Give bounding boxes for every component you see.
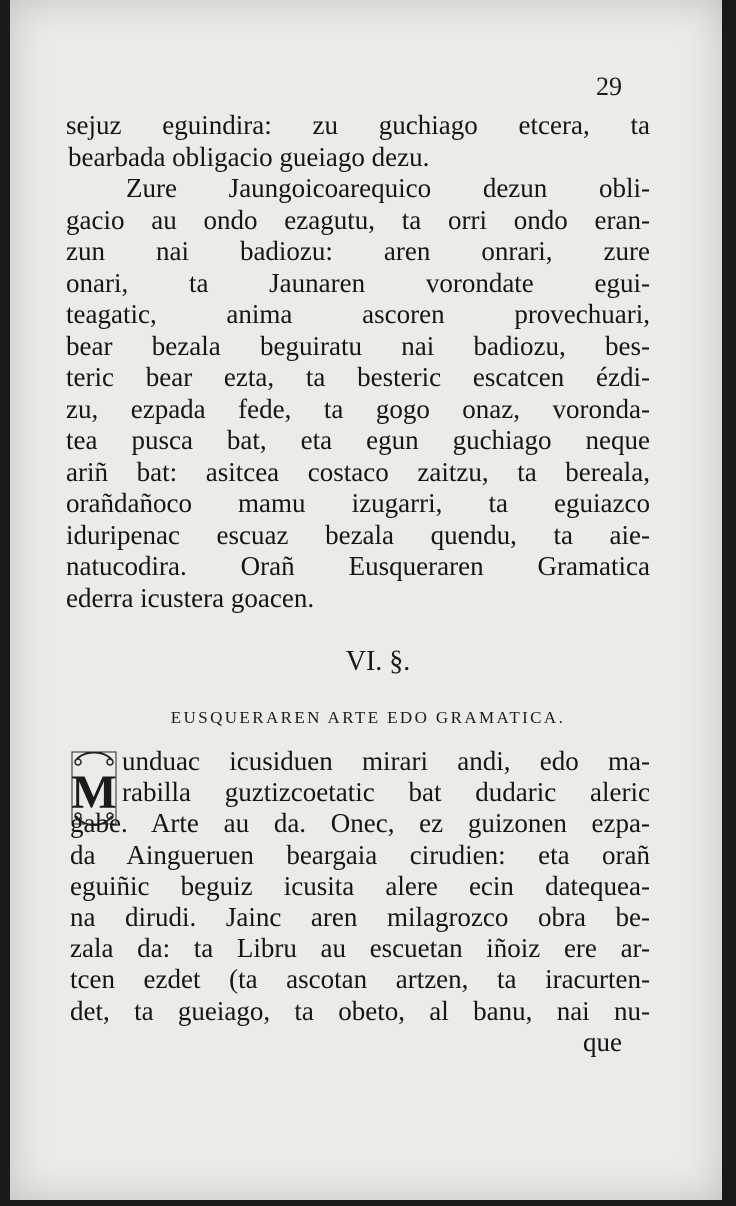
text-line: na dirudi. Jainc aren milagrozco obra be-	[70, 901, 650, 932]
text-line: rabilla guztizcoetatic bat dudaric aleric	[122, 777, 650, 808]
text-line: det, ta gueiago, ta obeto, al banu, nai nu-	[70, 995, 650, 1026]
text-line: ariñ bat: asitcea costaco zaitzu, ta bereala,	[66, 456, 650, 487]
drop-cap-letter: M	[71, 766, 117, 819]
text-line: bear bezala beguiratu nai badiozu, bes-	[66, 330, 650, 361]
section-number: VI. §.	[345, 646, 411, 677]
text-line: teric bear ezta, ta besteric escatcen ézdi-	[66, 362, 650, 392]
text-line: iduripenac escuaz bezala quendu, ta aie-	[66, 519, 650, 550]
text-line: ederra icustera goacen.	[66, 582, 315, 613]
section-paragraph	[70, 746, 650, 1058]
catchword: que	[583, 1026, 622, 1057]
text-line: bearbada obligacio gueiago dezu.	[68, 141, 430, 172]
text-line: gabe. Arte au da. Onec, ez guizonen ezpa-	[70, 808, 650, 839]
text-line: sejuz eguindira: zu guchiago etcera, ta	[66, 110, 650, 140]
text-line: zala da: ta Libru au escuetan iñoiz ere ar-	[70, 933, 650, 964]
section-title: EUSQUERAREN ARTE EDO GRAMATICA.	[170, 708, 566, 727]
text-line: Zure Jaungoicoarequico dezun obli-	[126, 173, 650, 203]
text-line: teagatic, anima ascoren provechuari,	[66, 299, 650, 329]
text-line: zu, ezpada fede, ta gogo onaz, voronda-	[66, 393, 650, 424]
text-line: gacio au ondo ezagutu, ta orri ondo eran-	[66, 204, 650, 235]
text-line: tea pusca bat, eta egun guchiago neque	[66, 425, 650, 455]
text-line: orañdañoco mamu izugarri, ta eguiazco	[66, 488, 650, 518]
text-line: eguiñic beguiz icusita alere ecin datequea-	[70, 870, 650, 901]
text-line: unduac icusiduen mirari andi, edo ma-	[122, 746, 650, 776]
text-line: da Ainguerue​n beargaia cirudien: eta orañ	[70, 839, 650, 870]
page-number: 29	[596, 72, 622, 101]
text-line: tcen ezdet (ta ascotan artzen, ta iracurten-	[70, 964, 650, 995]
text-line: zun nai badiozu: aren onrari, zure	[66, 236, 650, 266]
text-line: natucodira. Orañ Eusqueraren Gramatica	[66, 551, 650, 581]
main-paragraph	[66, 110, 650, 614]
text-line: onari, ta Jaunaren vorondate egui-	[66, 267, 650, 298]
book-page	[10, 0, 722, 1200]
